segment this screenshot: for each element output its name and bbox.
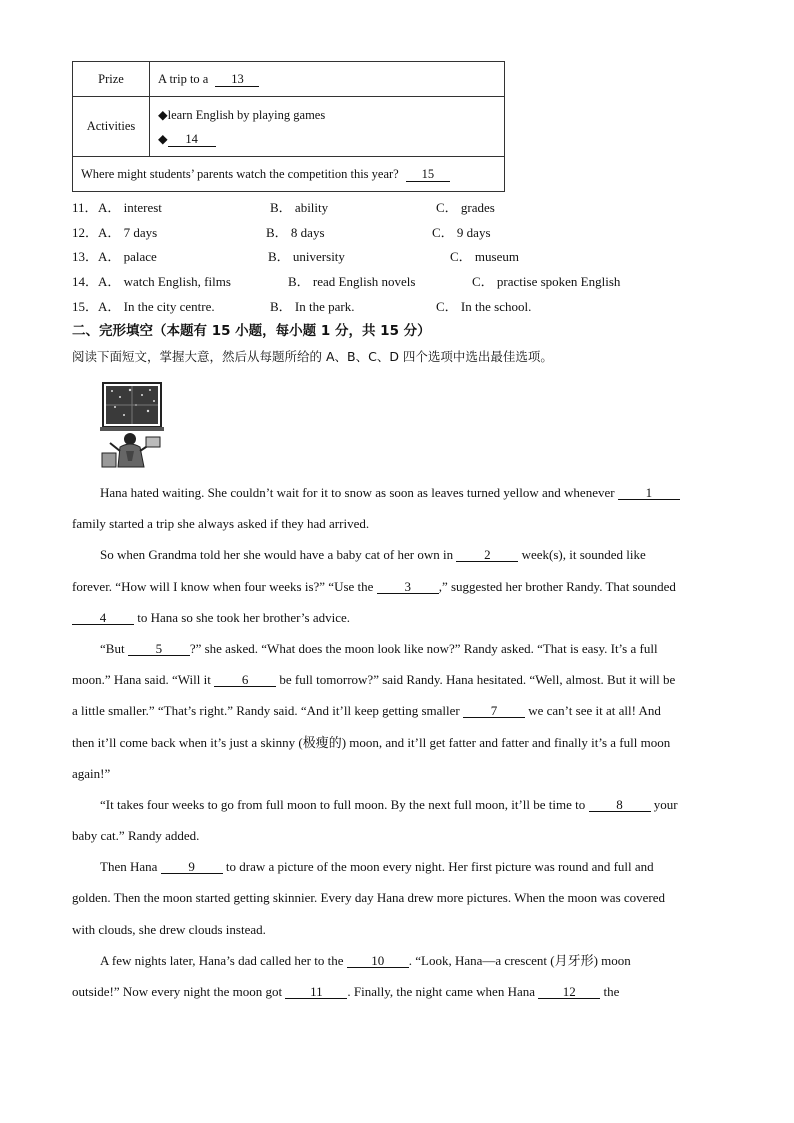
option-a: A． In the city centre. (98, 298, 215, 314)
option-a: A． watch English, films (98, 274, 231, 290)
option-c: C． grades (436, 200, 495, 215)
option-b: B． university (268, 249, 345, 265)
options-list (72, 196, 752, 319)
option-b: B． In the park. (270, 298, 355, 314)
cloze-passage (72, 477, 722, 1007)
blank-4: 4 (72, 611, 134, 625)
blank-8: 8 (589, 798, 651, 812)
option-c: C． museum (450, 249, 519, 265)
activity-1: ◆learn English by playing games (158, 107, 326, 122)
blank-15: 15 (406, 167, 450, 182)
blank-10: 10 (347, 954, 409, 968)
blank-9: 9 (161, 860, 223, 874)
passage-line: with clouds, she drew clouds instead. (72, 921, 266, 937)
passage-line: Then Hana 9 to draw a picture of the moon every night. Her first picture was round and full and (100, 859, 654, 875)
passage-line: “But 5 ?” she asked. “What does the moon look like now?” Randy asked. “That is easy. It’s a full (100, 640, 658, 656)
passage-line: family started a trip she always asked if they had arrived. (72, 516, 370, 532)
passage-line: So when Grandma told her she would have a baby cat of her own in 2 week(s), it sounded like (100, 547, 646, 563)
activity-2-bullet: ◆ (158, 131, 168, 146)
option-a: A． 7 days (98, 224, 158, 240)
info-table (72, 61, 505, 192)
blank-6: 6 (214, 673, 276, 687)
passage-line: baby cat.” Randy added. (72, 828, 200, 844)
blank-2: 2 (456, 548, 518, 562)
blank-13: 13 (215, 72, 259, 87)
prize-text: A trip to a (158, 71, 209, 86)
activity-2 (158, 127, 496, 151)
option-c: C． practise spoken English (472, 274, 621, 290)
passage-line: moon.” Hana said. “Will it 6 be full tomorrow?” said Randy. Hana hesitated. “Well, almost. But it will be (72, 672, 676, 688)
passage-line: A few nights later, Hana’s dad called her to the 10 . “Look, Hana—a crescent (月牙形) moon (100, 952, 631, 968)
option-num: 13． (72, 249, 99, 265)
question-cell (73, 157, 505, 192)
blank-11: 11 (285, 985, 347, 999)
activities-cell (150, 97, 505, 157)
option-a: A． interest (98, 200, 162, 215)
passage-line: Hana hated waiting. She couldn’t wait for it to snow as soon as leaves turned yellow and whenever 1 (72, 477, 722, 508)
option-b: B． read English novels (288, 274, 416, 290)
passage-line: then it’ll come back when it’s just a skinny (极瘦的) moon, and it’ll get fatter and fatter and finally it’s a full moon (72, 734, 671, 750)
option-a: A． palace (98, 249, 157, 265)
girl-at-window-illustration (100, 381, 166, 469)
option-b: B． ability (270, 200, 329, 215)
passage-line: forever. “How will I know when four weeks is?” “Use the 3 ,” suggested her brother Randy. That sounded (72, 578, 676, 594)
question-text: Where might students’ parents watch the competition this year? (81, 166, 399, 181)
option-num: 12． (72, 224, 99, 240)
option-c: C． In the school. (436, 298, 532, 314)
question-row (73, 157, 505, 192)
option-c: C． 9 days (432, 224, 491, 240)
prize-row (73, 62, 505, 97)
passage-line: 4 to Hana so she took her brother’s advice. (72, 602, 722, 633)
option-num: 11． (72, 200, 98, 215)
blank-5: 5 (128, 642, 190, 656)
option-b: B． 8 days (266, 224, 325, 240)
passage-line: golden. Then the moon started getting skinnier. Every day Hana drew more pictures. When the moon was covered (72, 890, 666, 906)
option-row-15 (72, 295, 752, 320)
passage-line: outside!” Now every night the moon got 11 . Finally, the night came when Hana 12 the (72, 984, 620, 999)
option-row-11 (72, 196, 752, 221)
activities-row (73, 97, 505, 157)
prize-cell (150, 62, 505, 97)
prize-label: Prize (73, 62, 150, 97)
blank-14: 14 (168, 132, 216, 147)
blank-1: 1 (618, 486, 680, 500)
blank-7: 7 (463, 704, 525, 718)
passage-line: a little smaller.” “That’s right.” Randy said. “And it’ll keep getting smaller 7 we can’t see it at all! And (72, 703, 661, 719)
option-row-14 (72, 270, 752, 295)
passage-line: “It takes four weeks to go from full moon to full moon. By the next full moon, it’ll be time to 8 your (100, 796, 678, 812)
option-row-12 (72, 221, 752, 246)
option-num: 15． (72, 298, 99, 314)
section-title: 二、完形填空（本题有 15 小题，每小题 1 分，共 15 分） (72, 323, 431, 339)
passage-line: again!” (72, 765, 111, 781)
blank-3: 3 (377, 580, 439, 594)
blank-12: 12 (538, 985, 600, 999)
option-row-13 (72, 245, 752, 270)
option-num: 14． (72, 274, 99, 290)
section-instruction: 阅读下面短文，掌握大意，然后从每题所给的 A、B、C、D 四个选项中选出最佳选项。 (72, 349, 553, 364)
activities-label: Activities (73, 97, 150, 157)
